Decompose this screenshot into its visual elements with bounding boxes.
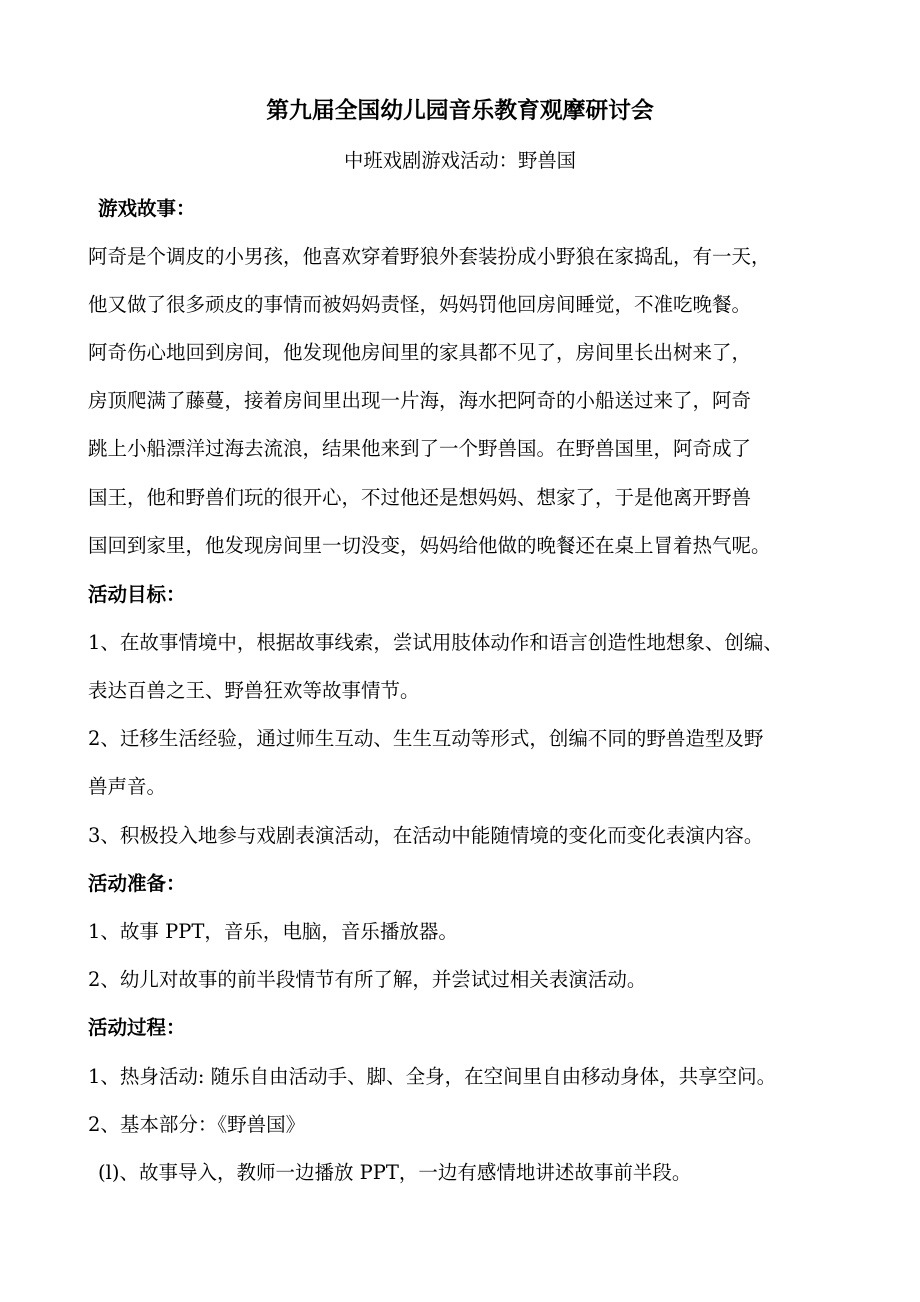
preparation-line: 1、故事 PPT，音乐，电脑，音乐播放器。 <box>88 920 458 943</box>
goal-line: 兽声音。 <box>88 775 167 798</box>
goal-line: 2、迁移生活经验，通过师生互动、生生互动等形式，创编不同的野兽造型及野 <box>88 727 764 750</box>
document-subtitle: 中班戏剧游戏活动：野兽国 <box>344 149 576 172</box>
story-heading: 游戏故事： <box>98 197 196 220</box>
process-heading: 活动过程： <box>88 1016 186 1039</box>
process-line: 2、基本部分：《野兽国》 <box>88 1113 306 1136</box>
story-line: 跳上小船漂洋过海去流浪，结果他来到了一个野兽国。在野兽国里，阿奇成了 <box>88 437 752 460</box>
document-title: 第九届全国幼儿园音乐教育观摩研讨会 <box>266 98 654 124</box>
process-line: (l)、故事导入，教师一边播放 PPT，一边有感情地讲述故事前半段。 <box>98 1161 692 1184</box>
preparation-heading: 活动准备： <box>88 872 186 895</box>
story-line: 他又做了很多顽皮的事情而被妈妈责怪，妈妈罚他回房间睡觉，不准吃晚餐。 <box>88 293 752 316</box>
story-line: 阿奇是个调皮的小男孩，他喜欢穿着野狼外套装扮成小野狼在家捣乱，有一天， <box>88 245 771 268</box>
process-line: 1、热身活动: 随乐自由活动手、脚、全身，在空间里自由移动身体，共享空问。 <box>88 1065 777 1088</box>
story-line: 阿奇伤心地回到房间，他发现他房间里的家具都不见了，房间里长出树来了， <box>88 341 752 364</box>
goal-line: 3、积极投入地参与戏剧表演活动，在活动中能随情境的变化而变化表演内容。 <box>88 824 764 847</box>
preparation-line: 2、幼儿对故事的前半段情节有所了解，并尝试过相关表演活动。 <box>88 968 647 991</box>
goal-line: 1、在故事情境中，根据故事线索，尝试用肢体动作和语言创造性地想象、创编、 <box>88 631 783 654</box>
goals-heading: 活动目标： <box>88 583 186 606</box>
story-line: 房顶爬满了藤蔓，接着房间里出现一片海，海水把阿奇的小船送过来了，阿奇 <box>88 389 752 412</box>
goal-line: 表达百兽之王、野兽狂欢等故事情节。 <box>88 679 420 702</box>
story-line: 国回到家里，他发现房间里一切没变，妈妈给他做的晚餐还在桌上冒着热气呢。 <box>88 534 771 557</box>
story-line: 国王，他和野兽们玩的很开心，不过他还是想妈妈、想家了，于是他离开野兽 <box>88 486 752 509</box>
